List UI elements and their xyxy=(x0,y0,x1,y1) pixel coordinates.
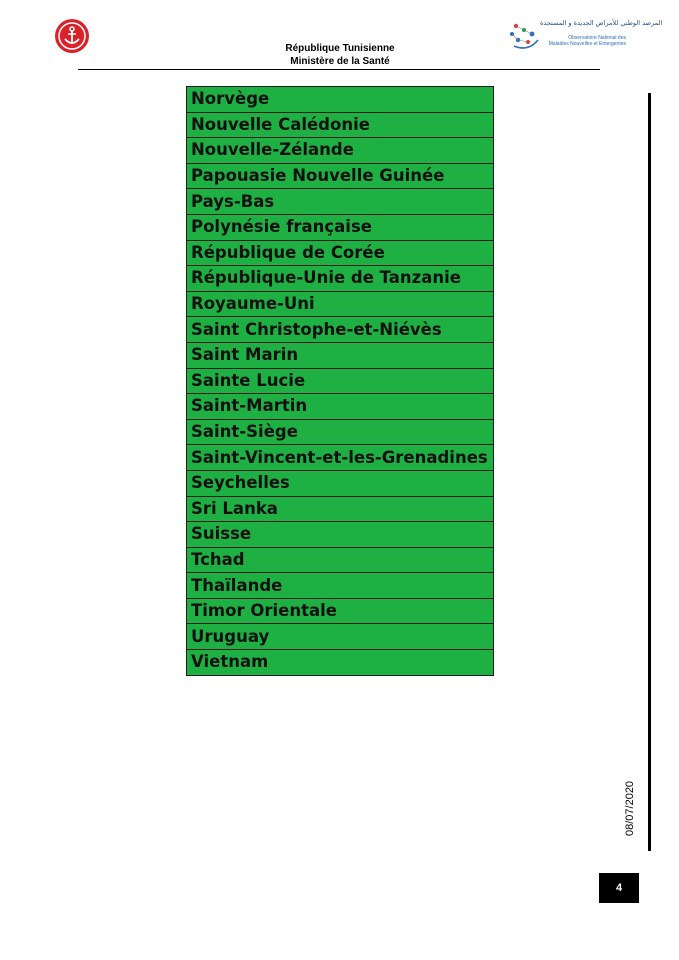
country-cell: Saint-Martin xyxy=(187,394,494,420)
country-cell: Saint Marin xyxy=(187,342,494,368)
observatory-logo xyxy=(508,18,663,54)
table-row xyxy=(187,598,494,624)
table-row xyxy=(187,522,494,548)
observatory-name-french-line1: Observatoire National des xyxy=(568,35,626,41)
table-row xyxy=(187,112,494,138)
country-cell: Sainte Lucie xyxy=(187,368,494,394)
country-cell: Suisse xyxy=(187,522,494,548)
table-row xyxy=(187,214,494,240)
table-row xyxy=(187,547,494,573)
country-cell: Vietnam xyxy=(187,650,494,676)
page-number: 4 xyxy=(599,873,639,903)
table-row xyxy=(187,394,494,420)
table-row xyxy=(187,317,494,343)
header-country: République Tunisienne xyxy=(285,43,395,54)
country-cell: Timor Orientale xyxy=(187,598,494,624)
country-cell: Nouvelle-Zélande xyxy=(187,138,494,164)
table-row xyxy=(187,368,494,394)
country-cell: Sri Lanka xyxy=(187,496,494,522)
country-cell: Tchad xyxy=(187,547,494,573)
table-row xyxy=(187,650,494,676)
anchor-emblem-icon xyxy=(55,19,89,53)
table-row xyxy=(187,87,494,113)
table-row xyxy=(187,138,494,164)
country-cell: Nouvelle Calédonie xyxy=(187,112,494,138)
table-row xyxy=(187,189,494,215)
table-row xyxy=(187,163,494,189)
country-cell: Papouasie Nouvelle Guinée xyxy=(187,163,494,189)
country-cell: République-Unie de Tanzanie xyxy=(187,266,494,292)
country-cell: Thaïlande xyxy=(187,573,494,599)
header-ministry: Ministère de la Santé xyxy=(290,56,390,67)
table-row xyxy=(187,419,494,445)
country-cell: Seychelles xyxy=(187,470,494,496)
table-row xyxy=(187,291,494,317)
table-row xyxy=(187,624,494,650)
table-row xyxy=(187,240,494,266)
country-cell: Uruguay xyxy=(187,624,494,650)
country-cell: Saint-Vincent-et-les-Grenadines xyxy=(187,445,494,471)
table-row xyxy=(187,445,494,471)
country-cell: Norvège xyxy=(187,87,494,113)
header-divider xyxy=(78,69,600,70)
document-date: 08/07/2020 xyxy=(624,780,636,836)
country-cell: Saint Christophe-et-Niévès xyxy=(187,317,494,343)
country-cell: Saint-Siège xyxy=(187,419,494,445)
table-row xyxy=(187,266,494,292)
table-row xyxy=(187,573,494,599)
observatory-name-french-line2: Maladies Nouvelles et Emergentes xyxy=(548,41,626,47)
observatory-name-arabic: المرصد الوطني للأمراض الجديدة و المستجدة xyxy=(540,19,663,27)
country-cell: Royaume-Uni xyxy=(187,291,494,317)
country-table xyxy=(186,86,494,676)
margin-rule xyxy=(648,93,651,851)
country-cell: Polynésie française xyxy=(187,214,494,240)
table-row xyxy=(187,470,494,496)
country-cell: République de Corée xyxy=(187,240,494,266)
table-row xyxy=(187,342,494,368)
table-row xyxy=(187,496,494,522)
country-cell: Pays-Bas xyxy=(187,189,494,215)
ministry-seal xyxy=(55,19,89,53)
